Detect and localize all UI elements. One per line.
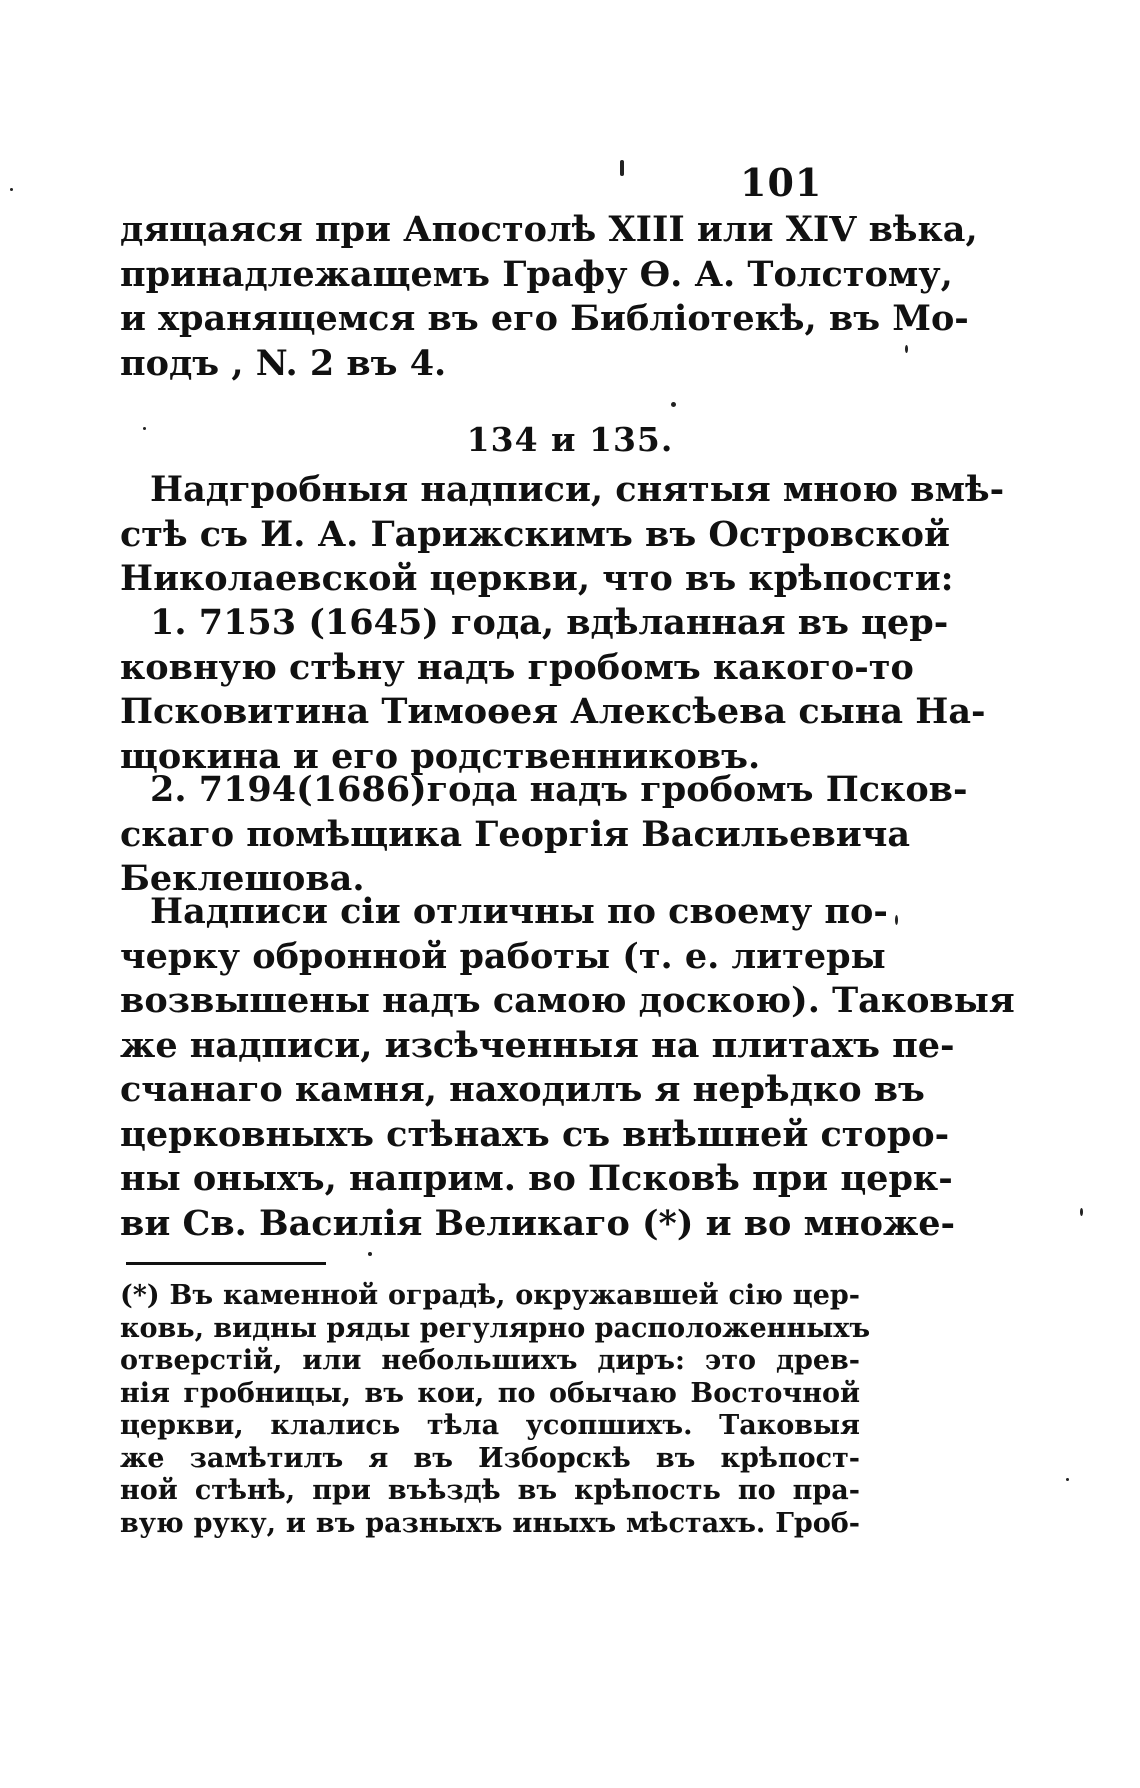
text-line: принадлежащемъ Графу Ѳ. А. Толстому, [120, 253, 953, 295]
page-number: 101 [740, 160, 823, 205]
section-heading: 134 и 135. [466, 420, 674, 459]
scan-speck [1066, 1478, 1069, 1481]
text-line: ковную стѣну надъ гробомъ какого-то [120, 646, 914, 688]
text-line: дящаяся при Апостолѣ XIII или XIV вѣка, [120, 209, 978, 250]
text-line: ны оныхъ, наприм. во Псковѣ при церк- [120, 1158, 953, 1199]
text-line: Николаевской церкви, что въ крѣпости: [120, 558, 954, 599]
footnote-line: отверстій, или небольшихъ диръ: это древ- [120, 1345, 860, 1376]
text-line: церковныхъ стѣнахъ съ внѣшней сторо- [120, 1113, 950, 1155]
text-line: подъ , N. 2 въ 4. [120, 342, 447, 384]
text-line: и хранящемся въ его Библіотекѣ, въ Мо- [120, 298, 969, 339]
footnote-line: церкви, клались тѣла усопшихъ. Таковыя [120, 1410, 860, 1441]
scan-speck [1080, 1208, 1083, 1216]
text-line: черку обронной работы (т. е. литеры [120, 935, 886, 977]
inscription-item-1 [120, 601, 986, 779]
scan-speck [368, 1252, 372, 1256]
footnote-line: ковь, видны ряды регулярно расположенныхъ [120, 1312, 871, 1344]
text-line: возвышены надъ самою доскою). Таковыя [120, 980, 1015, 1021]
footnote [120, 1280, 871, 1540]
text-line: 1. 7153 (1645) года, вдѣланная въ цер- [150, 602, 949, 643]
notes-paragraph [120, 890, 1015, 1246]
scan-speck [10, 188, 13, 191]
text-line: Надписи сіи отличны по своему по- [150, 891, 888, 932]
text-line: ви Св. Василія Великаго (*) и во множе- [120, 1202, 956, 1244]
scan-speck [905, 345, 908, 353]
footnote-line: (*) Въ каменной оградѣ, окружавшей сію цер- [120, 1280, 860, 1311]
inscriptions-intro [120, 468, 1005, 602]
footnote-line: ной стѣнѣ, при въѣздѣ въ крѣпость по пра- [120, 1475, 860, 1506]
top-paragraph [120, 208, 978, 386]
text-line: 2. 7194(1686)года надъ гробомъ Псков- [150, 769, 968, 810]
scan-speck [620, 160, 624, 176]
scan-speck [895, 915, 898, 925]
text-line: стѣ съ И. А. Гарижскимъ въ Островской [120, 513, 950, 555]
text-line: Беклешова. [120, 858, 365, 899]
text-line: Псковитина Тимоѳея Алексѣева сына На- [120, 691, 986, 732]
text-line: же надписи, изсѣченныя на плитахъ пе- [120, 1024, 955, 1066]
footnote-divider [126, 1262, 326, 1265]
footnote-line: же замѣтилъ я въ Изборскѣ въ крѣпост- [120, 1442, 860, 1474]
scan-speck [143, 427, 146, 430]
footnote-line: вую руку, и въ разныхъ иныхъ мѣстахъ. Гроб- [120, 1507, 860, 1539]
text-line: щокина и его родственниковъ. [120, 735, 761, 777]
footnote-line: нія гробницы, въ кои, по обычаю Восточной [120, 1377, 860, 1409]
text-line: счанаго камня, находилъ я нерѣдко въ [120, 1069, 925, 1110]
inscription-item-2 [120, 768, 968, 902]
scan-speck [671, 402, 676, 407]
text-line: Надгробныя надписи, снятыя мною вмѣ- [150, 469, 1005, 510]
text-line: скаго помѣщика Георгія Васильевича [120, 813, 911, 855]
